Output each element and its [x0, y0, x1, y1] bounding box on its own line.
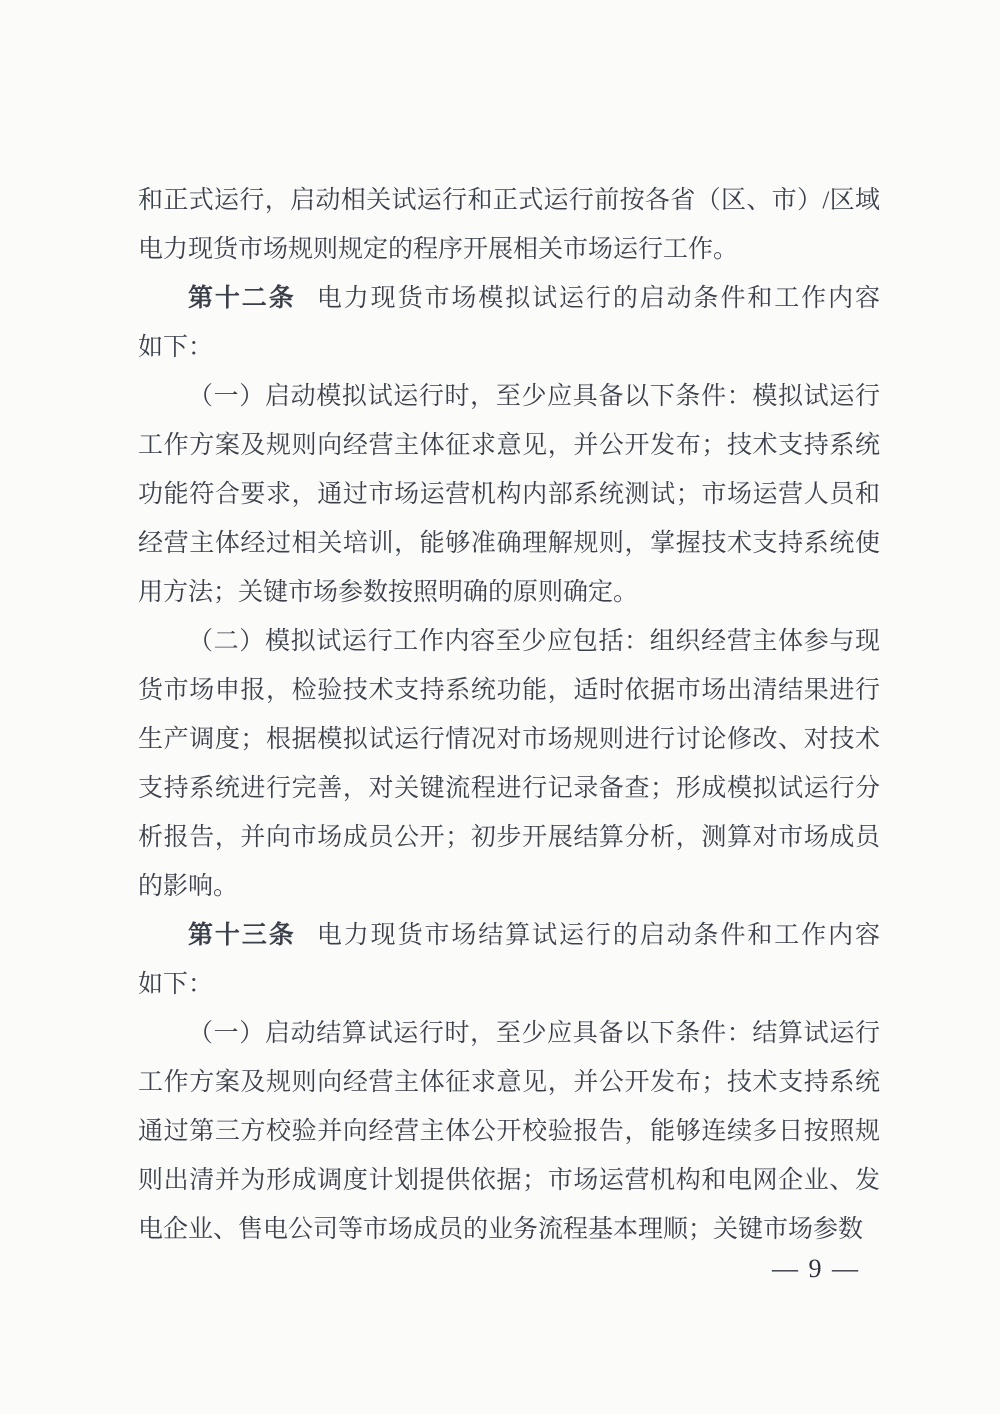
text-line: 工作方案及规则向经营主体征求意见，并公开发布；技术支持系统 — [138, 432, 880, 459]
text-line: 货市场申报，检验技术支持系统功能，适时依据市场出清结果进行 — [138, 677, 880, 704]
text-line: 经营主体经过相关培训，能够准确理解规则，掌握技术支持系统使 — [138, 530, 880, 557]
text-line: 如下： — [138, 971, 214, 998]
text-line: 功能符合要求，通过市场运营机构内部系统测试；市场运营人员和 — [138, 481, 880, 508]
text-line: 则出清并为形成调度计划提供依据；市场运营机构和电网企业、发 — [138, 1167, 880, 1194]
text-line: 如下： — [138, 334, 214, 361]
article-number: 第十三条 — [188, 922, 296, 949]
paragraph — [138, 274, 880, 372]
text-line: 工作方案及规则向经营主体征求意见，并公开发布；技术支持系统 — [138, 1069, 880, 1096]
text-line: 第十二条 电力现货市场模拟试运行的启动条件和工作内容 — [188, 285, 880, 312]
text-line: 支持系统进行完善，对关键流程进行记录备查；形成模拟试运行分 — [138, 775, 880, 802]
text-line: 生产调度；根据模拟试运行情况对市场规则进行讨论修改、对技术 — [138, 726, 880, 753]
paragraph — [138, 617, 880, 911]
text-block — [138, 176, 880, 1254]
text-line: 析报告，并向市场成员公开；初步开展结算分析，测算对市场成员 — [138, 824, 880, 851]
text-line: 电企业、售电公司等市场成员的业务流程基本理顺；关键市场参数 — [138, 1216, 864, 1243]
paragraph — [138, 911, 880, 1009]
page-number: — 9 — — [772, 1254, 860, 1283]
text-line: 的影响。 — [138, 873, 239, 900]
text-line: 用方法；关键市场参数按照明确的原则确定。 — [138, 579, 639, 606]
text-line: 电力现货市场规则规定的程序开展相关市场运行工作。 — [138, 236, 739, 263]
text-line: （二）模拟试运行工作内容至少应包括：组织经营主体参与现 — [188, 628, 880, 655]
paragraph — [138, 372, 880, 617]
text-line: 第十三条 电力现货市场结算试运行的启动条件和工作内容 — [188, 922, 880, 949]
text-line: 和正式运行，启动相关试运行和正式运行前按各省（区、市）/区域 — [138, 187, 880, 214]
text-line: 通过第三方校验并向经营主体公开校验报告，能够连续多日按照规 — [138, 1118, 880, 1145]
paragraph — [138, 176, 880, 274]
text-line: （一）启动模拟试运行时，至少应具备以下条件：模拟试运行 — [188, 383, 880, 410]
text-line: （一）启动结算试运行时，至少应具备以下条件：结算试运行 — [188, 1020, 880, 1047]
article-number: 第十二条 — [188, 285, 296, 312]
paragraph — [138, 1009, 880, 1254]
